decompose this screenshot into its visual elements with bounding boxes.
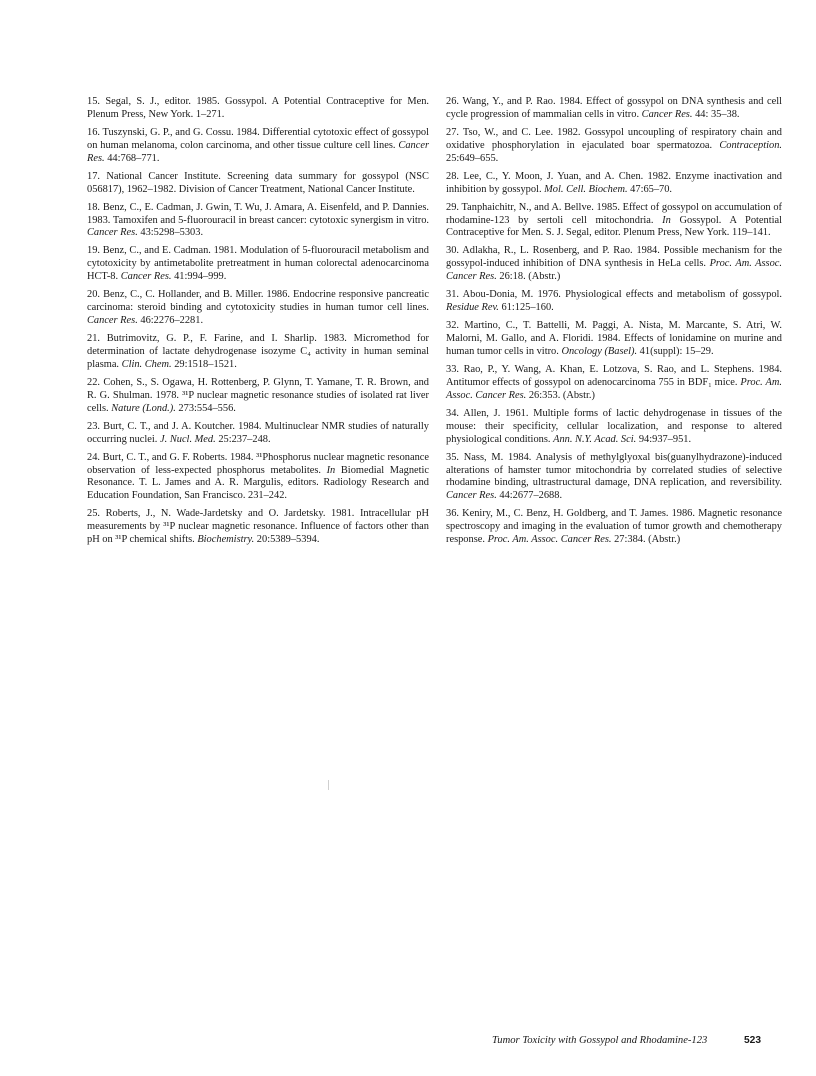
reference-item <box>87 202 429 241</box>
reference-number: 18. <box>87 201 100 213</box>
reference-journal: Cancer Res. <box>120 271 172 283</box>
reference-text: 46:2276–2281. <box>140 315 204 327</box>
reference-item <box>87 377 429 416</box>
reference-journal: Cancer Res. <box>446 490 497 502</box>
reference-journal: J. Nucl. Med. <box>160 433 216 445</box>
reference-text: 44:768–771. <box>107 152 160 164</box>
reference-text: Nass, M. 1984. Analysis of methylglyoxal bis(guanylhydrazone)-induced alterations of hamster tumor mitochondria by correlated studies of selective rhodamine binding, ultrastructural damage, DNA replication, and reversibility. <box>446 451 782 489</box>
reference-journal: Cancer Res. <box>87 139 429 164</box>
reference-journal: Cancer Res. <box>641 108 693 120</box>
reference-item <box>87 96 429 122</box>
reference-item <box>87 127 429 166</box>
reference-text: 41:994–999. <box>174 271 227 283</box>
reference-item <box>87 289 429 328</box>
reference-number: 16. <box>87 126 100 138</box>
reference-text: Benz, C., C. Hollander, and B. Miller. 1986. Endocrine responsive pancreatic carcinoma: steroid binding and cytotoxicity studies in human tumor cell lines. <box>87 289 429 314</box>
reference-text: Abou-Donia, M. 1976. Physiological effects and metabolism of gossypol. <box>462 289 782 301</box>
reference-journal: Proc. Am. Assoc. Cancer Res. <box>487 534 612 546</box>
reference-journal: Cancer Res. <box>87 315 138 327</box>
reference-number: 25. <box>87 508 100 520</box>
reference-text: 94:937–951. <box>638 433 692 445</box>
reference-item <box>446 408 782 447</box>
reference-text: 41(suppl): 15–29. <box>639 345 714 357</box>
reference-text: National Cancer Institute. Screening data summary for gossypol (NSC 056817), 1962–1982. Division of Cancer Treatment, National Cancer Institute. <box>87 170 429 195</box>
reference-text: 25:649–655. <box>446 152 499 164</box>
reference-item <box>446 127 782 166</box>
reference-number: 35. <box>446 451 459 463</box>
reference-text: Martino, C., T. Battelli, M. Paggi, A. Nista, M. Marcante, S. Atri, W. Malorni, M. Gallo, and A. Floridi. 1984. Effects of lonidamine on murine and human tumor cells in vitro. <box>446 320 782 357</box>
reference-number: 19. <box>87 245 100 257</box>
reference-text: 61:125–160. <box>501 302 554 314</box>
reference-journal: Biochemistry. <box>197 534 255 546</box>
reference-text: 273:554–556. <box>178 402 236 414</box>
reference-text: Keniry, M., C. Benz, H. Goldberg, and T. James. 1986. Magnetic resonance spectroscopy and imaging in the evaluation of tumor growth and chemotherapy response. <box>446 508 782 546</box>
reference-journal: Oncology (Basel). <box>561 345 638 357</box>
reference-number: 29. <box>446 201 459 213</box>
reference-item <box>87 508 429 547</box>
reference-text: Adlakha, R., L. Rosenberg, and P. Rao. 1984. Possible mechanism for the gossypol-induced inhibition of DNA synthesis in HeLa cells. <box>446 245 782 270</box>
reference-text: 43:5298–5303. <box>140 227 204 239</box>
reference-text: Benz, C., and E. Cadman. 1981. Modulation of 5-fluorouracil metabolism and cytotoxicity by antimetabolite pretreatment in human colorectal adenocarcinoma HCT-8. <box>87 245 429 283</box>
reference-journal: Proc. Am. Assoc. Cancer Res. <box>446 376 782 401</box>
reference-text: 44:2677–2688. <box>499 490 563 502</box>
reference-item <box>446 320 782 359</box>
reference-number: 26. <box>446 96 459 107</box>
reference-number: 32. <box>446 320 459 332</box>
reference-item <box>446 96 782 122</box>
reference-text: Roberts, J., N. Wade-Jardetsky and O. Jardetsky. 1981. Intracellular pH measurements by ³¹P nuclear magnetic resonance. Influence of factors other than pH on ³¹P chemical shifts. <box>87 508 429 546</box>
reference-text: Wang, Y., and P. Rao. 1984. Effect of gossypol on DNA synthesis and cell cycle progression of mammalian cells in vitro. <box>446 96 783 120</box>
reference-journal: Ann. N.Y. Acad. Sci. <box>553 433 637 445</box>
reference-text: Benz, C., E. Cadman, J. Gwin, T. Wu, J. Amara, A. Eisenfeld, and P. Dannies. 1983. Tamoxifen and 5-fluorouracil in breast cancer: cytotoxic synergism in vitro. <box>87 201 429 226</box>
reference-item <box>87 245 429 284</box>
reference-text: Tso, W., and C. Lee. 1982. Gossypol uncoupling of respiratory chain and oxidative phosphorylation in ejaculated boar spermatozoa. <box>446 126 782 151</box>
reference-journal: Clin. Chem. <box>121 358 172 370</box>
reference-number: 20. <box>87 289 100 301</box>
reference-text: 25:237–248. <box>218 433 271 445</box>
reference-text: 26:18. (Abstr.) <box>499 271 561 283</box>
reference-item <box>87 171 429 197</box>
reference-item <box>446 364 782 403</box>
reference-item <box>446 245 782 284</box>
reference-item <box>87 333 429 372</box>
reference-text: 29:1518–1521. <box>174 358 237 370</box>
reference-number: 33. <box>446 363 459 375</box>
reference-text: Burt, C. T., and G. F. Roberts. 1984. ³¹Phosphorus nuclear magnetic resonance observation of less-expected phosphorus metabolites. <box>87 451 429 476</box>
reference-number: 36. <box>446 508 459 520</box>
page-number: 523 <box>744 1035 761 1046</box>
reference-text: Rao, P., Y. Wang, A. Khan, E. Lotzova, S. Rao, and L. Stephens. 1984. Antitumor effects of gossypol on adenocarcinoma 755 in BDF₁ mice. <box>446 363 782 388</box>
reference-text: 26:353. (Abstr.) <box>528 389 595 401</box>
reference-text: 44: 35–38. <box>695 108 740 120</box>
reference-number: 34. <box>446 407 459 419</box>
reference-number: 28. <box>446 170 459 182</box>
reference-journal: Residue Rev. <box>446 302 499 314</box>
scan-mark <box>328 780 329 790</box>
reference-number: 22. <box>87 376 100 388</box>
reference-item <box>446 171 782 197</box>
reference-journal: Proc. Am. Assoc. Cancer Res. <box>446 258 782 283</box>
reference-text: Burt, C. T., and J. A. Koutcher. 1984. Multinuclear NMR studies of naturally occurring nuclei. <box>87 420 429 445</box>
reference-item <box>87 421 429 447</box>
reference-number: 31. <box>446 289 459 301</box>
reference-text: Butrimovitz, G. P., F. Farine, and I. Sharlip. 1983. Micromethod for determination of lactate dehydrogenase isozyme C₄ activity in human seminal plasma. <box>87 333 429 370</box>
reference-number: 23. <box>87 420 100 432</box>
reference-number: 15. <box>87 96 100 107</box>
reference-text: Segal, S. J., editor. 1985. Gossypol. A Potential Contraceptive for Men. Plenum Press, New York. 1–271. <box>87 96 429 120</box>
reference-number: 30. <box>446 245 459 257</box>
reference-item <box>446 508 782 547</box>
reference-list-left <box>87 96 429 552</box>
reference-text: Cohen, S., S. Ogawa, H. Rottenberg, P. Glynn, T. Yamane, T. R. Brown, and R. G. Shulman. 1978. ³¹P nuclear magnetic resonance studies of isolated rat liver cells. <box>87 376 429 414</box>
reference-item <box>87 452 429 504</box>
reference-text: Gossypol. A Potential Contraceptive for Men. S. J. Segal, editor. Plenum Press, New York. 119–141. <box>446 214 782 239</box>
reference-journal: Mol. Cell. Biochem. <box>544 183 628 195</box>
reference-journal: Contraception. <box>719 139 782 151</box>
reference-text: Biomedial Magnetic Resonance. T. L. James and A. R. Margulis, editors. Radiology Research and Education Foundation, San Francisco. 231–242. <box>87 464 430 502</box>
reference-number: 17. <box>87 170 100 182</box>
reference-item <box>446 202 782 241</box>
reference-item <box>446 452 782 504</box>
reference-number: 24. <box>87 451 100 463</box>
reference-journal: Cancer Res. <box>87 227 138 239</box>
reference-journal: In <box>326 464 336 476</box>
reference-list-right <box>446 96 782 552</box>
reference-item <box>446 289 782 315</box>
reference-text: 47:65–70. <box>630 183 673 195</box>
reference-text: Allen, J. 1961. Multiple forms of lactic dehydrogenase in tissues of the mouse: their specificity, cellular localization, and response to altered physiological conditions. <box>446 407 782 445</box>
reference-text: Tanphaichitr, N., and A. Bellve. 1985. Effect of gossypol on accumulation of rhodamine-123 by sertoli cell mitochondria. <box>446 201 782 226</box>
reference-text: Tuszynski, G. P., and G. Cossu. 1984. Differential cytotoxic effect of gossypol on human melanoma, colon carcinoma, and other tissue culture cell lines. <box>87 126 429 151</box>
reference-journal: Nature (Lond.). <box>111 402 176 414</box>
reference-number: 27. <box>446 126 459 138</box>
reference-number: 21. <box>87 333 100 345</box>
reference-text: Lee, C., Y. Moon, J. Yuan, and A. Chen. 1982. Enzyme inactivation and inhibition by gossypol. <box>446 170 782 195</box>
reference-text: 27:384. (Abstr.) <box>614 534 681 546</box>
reference-text: 20:5389–5394. <box>256 534 320 546</box>
running-title: Tumor Toxicity with Gossypol and Rhodamine-123 <box>492 1035 708 1046</box>
reference-journal: In <box>662 214 671 226</box>
